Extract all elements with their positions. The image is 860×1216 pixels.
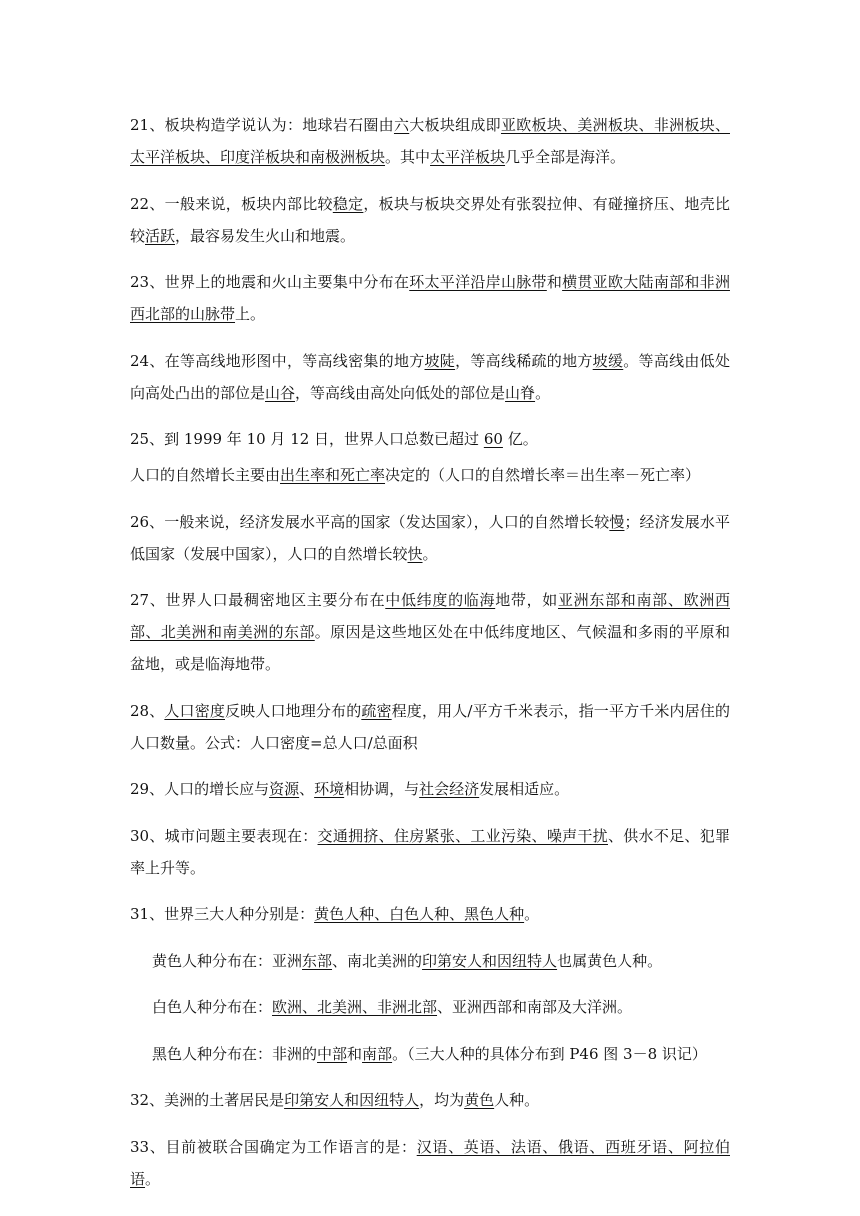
text-segment: 30、城市问题主要表现在：: [130, 826, 318, 845]
text-segment: 白色人种分布在：: [152, 998, 273, 1016]
text-segment: 26、一般来说，经济发展水平高的国家（发达国家），人口的自然增长较: [130, 512, 610, 531]
paragraph: [130, 773, 730, 805]
paragraph: [130, 109, 730, 173]
text-segment: 人口的自然增长主要由: [130, 466, 281, 484]
paragraph: [130, 1038, 730, 1070]
text-segment: 地带，如: [495, 591, 558, 609]
underlined-answer: 稳定: [332, 194, 364, 213]
text-segment: 几乎全部是海洋。: [505, 148, 626, 166]
underlined-answer: 环太平洋沿岸山脉带: [409, 273, 547, 291]
paragraph: [130, 584, 730, 680]
text-segment: 也属黄色人种。: [557, 951, 663, 970]
underlined-answer: 环境: [314, 780, 345, 798]
text-segment: 黑色人种分布在：非洲的: [152, 1044, 318, 1063]
text-segment: 相协调，与: [344, 780, 420, 798]
text-segment: 决定的（人口的自然增长率＝出生率－死亡率）: [385, 466, 701, 484]
underlined-answer: 社会经济: [419, 780, 480, 798]
text-segment: ，等高线稀疏的地方: [455, 351, 593, 370]
underlined-answer: 中低纬度的临海: [385, 591, 496, 609]
text-segment: 。: [422, 544, 438, 563]
underlined-answer: 汉语、英语、法语、俄语、西班牙语、阿拉伯语: [130, 1137, 730, 1188]
paragraph: [130, 1084, 730, 1116]
text-segment: 23、世界上的地震和火山主要集中分布在: [130, 273, 410, 291]
text-segment: 大板块组成即: [409, 116, 501, 134]
text-segment: 人种。: [494, 1091, 540, 1109]
text-segment: 发展相适应。: [479, 780, 570, 798]
text-segment: 、: [299, 780, 315, 798]
underlined-answer: 疏密: [361, 701, 392, 720]
underlined-answer: 人口密度: [164, 701, 225, 720]
text-segment: 31、世界三大人种分别是：: [130, 905, 315, 923]
paragraph: [130, 991, 730, 1023]
underlined-answer: 坡缓: [592, 351, 624, 370]
underlined-answer: 坡陡: [424, 351, 456, 370]
text-segment: ，最容易发生火山和地震。: [175, 226, 356, 245]
text-segment: 21、板块构造学说认为：地球岩石圈由: [130, 116, 394, 134]
text-segment: 22、一般来说，板块内部比较: [130, 194, 333, 213]
underlined-answer: 黄色人种、白色人种、黑色人种: [314, 905, 525, 923]
text-segment: 、亚洲西部和南部及大洋洲。: [437, 998, 633, 1016]
underlined-answer: 资源: [269, 780, 300, 798]
underlined-answer: 欧洲、北美洲、非洲北部: [272, 998, 438, 1016]
underlined-answer: 横贯亚欧大陆南部和非洲西北部的山脉带: [130, 273, 730, 323]
paragraph: [130, 459, 730, 491]
underlined-answer: 活跃: [145, 226, 176, 245]
underlined-answer: 太平洋板块: [430, 148, 506, 166]
document-body: [130, 109, 730, 1209]
text-segment: 程度，用人/平方千米表示，指一平方千米内居住的人口数量。公式：人口密度=总人口/总面积: [130, 701, 730, 752]
text-segment: 亿。: [502, 430, 538, 448]
underlined-answer: 南部: [362, 1044, 393, 1063]
text-segment: 、供水不足、犯罪率上升等。: [130, 826, 730, 877]
paragraph: [130, 423, 730, 455]
text-segment: 上。: [235, 305, 266, 323]
underlined-answer: 慢: [609, 512, 625, 531]
text-segment: ，等高线由高处向低处的部位是: [295, 383, 506, 402]
underlined-answer: 亚洲东部和南部、欧洲西部、北美洲和南美洲的东部: [130, 591, 730, 641]
underlined-answer: 山脊: [505, 383, 536, 402]
underlined-answer: 出生率和死亡率: [280, 466, 386, 484]
paragraph: [130, 266, 730, 330]
underlined-answer: 印第安人和因纽特人: [284, 1091, 420, 1109]
paragraph: [130, 945, 730, 977]
paragraph: [130, 188, 730, 252]
text-segment: 。原因是这些地区处在中低纬度地区、气候温和多雨的平原和盆地，或是临海地带。: [130, 623, 730, 673]
text-segment: 28、: [130, 701, 165, 720]
text-segment: 和: [546, 273, 563, 291]
text-segment: 33、目前被联合国确定为工作语言的是：: [130, 1137, 417, 1156]
underlined-answer: 60: [483, 430, 503, 448]
text-segment: 。其中: [385, 148, 431, 166]
text-segment: 。: [524, 905, 540, 923]
text-segment: 、南北美洲的: [332, 951, 423, 970]
text-segment: 。: [145, 1169, 161, 1188]
underlined-answer: 中部: [317, 1044, 348, 1063]
underlined-answer: 六: [393, 116, 410, 134]
text-segment: 29、人口的增长应与: [130, 780, 270, 798]
text-segment: ；经济发展水平低国家（发展中国家），人口的自然增长较: [130, 512, 730, 563]
text-segment: 。: [535, 383, 551, 402]
underlined-answer: 交通拥挤、住房紧张、工业污染、噪声干扰: [317, 826, 608, 845]
underlined-answer: 亚欧板块、美洲板块、非洲板块、太平洋板块、印度洋板块和南极洲板块: [130, 116, 730, 166]
text-segment: 25、到 1999 年 10 月 12 日，世界人口总数已超过: [130, 430, 484, 448]
text-segment: 和: [347, 1044, 363, 1063]
underlined-answer: 快: [407, 544, 423, 563]
text-segment: 。等高线由低处向高处凸出的部位是: [130, 351, 730, 402]
paragraph: [130, 345, 730, 409]
underlined-answer: 黄色: [464, 1091, 495, 1109]
underlined-answer: 山谷: [265, 383, 296, 402]
text-segment: ，板块与板块交界处有张裂拉伸、有碰撞挤压、地壳比较: [130, 194, 730, 245]
paragraph: [130, 695, 730, 759]
underlined-answer: 东部: [302, 951, 333, 970]
text-segment: 27、世界人口最稠密地区主要分布在: [130, 591, 386, 609]
paragraph: [130, 820, 730, 884]
paragraph: [130, 1131, 730, 1195]
underlined-answer: 印第安人和因纽特人: [422, 951, 558, 970]
paragraph: [130, 506, 730, 570]
text-segment: 黄色人种分布在：亚洲: [152, 951, 303, 970]
text-segment: 。（三大人种的具体分布到 P46 图 3－8 识记）: [392, 1044, 707, 1063]
text-segment: ，均为: [419, 1091, 465, 1109]
text-segment: 反映人口地理分布的: [225, 701, 362, 720]
text-segment: 32、美洲的土著居民是: [130, 1091, 285, 1109]
text-segment: 24、在等高线地形图中，等高线密集的地方: [130, 351, 425, 370]
paragraph: [130, 898, 730, 930]
